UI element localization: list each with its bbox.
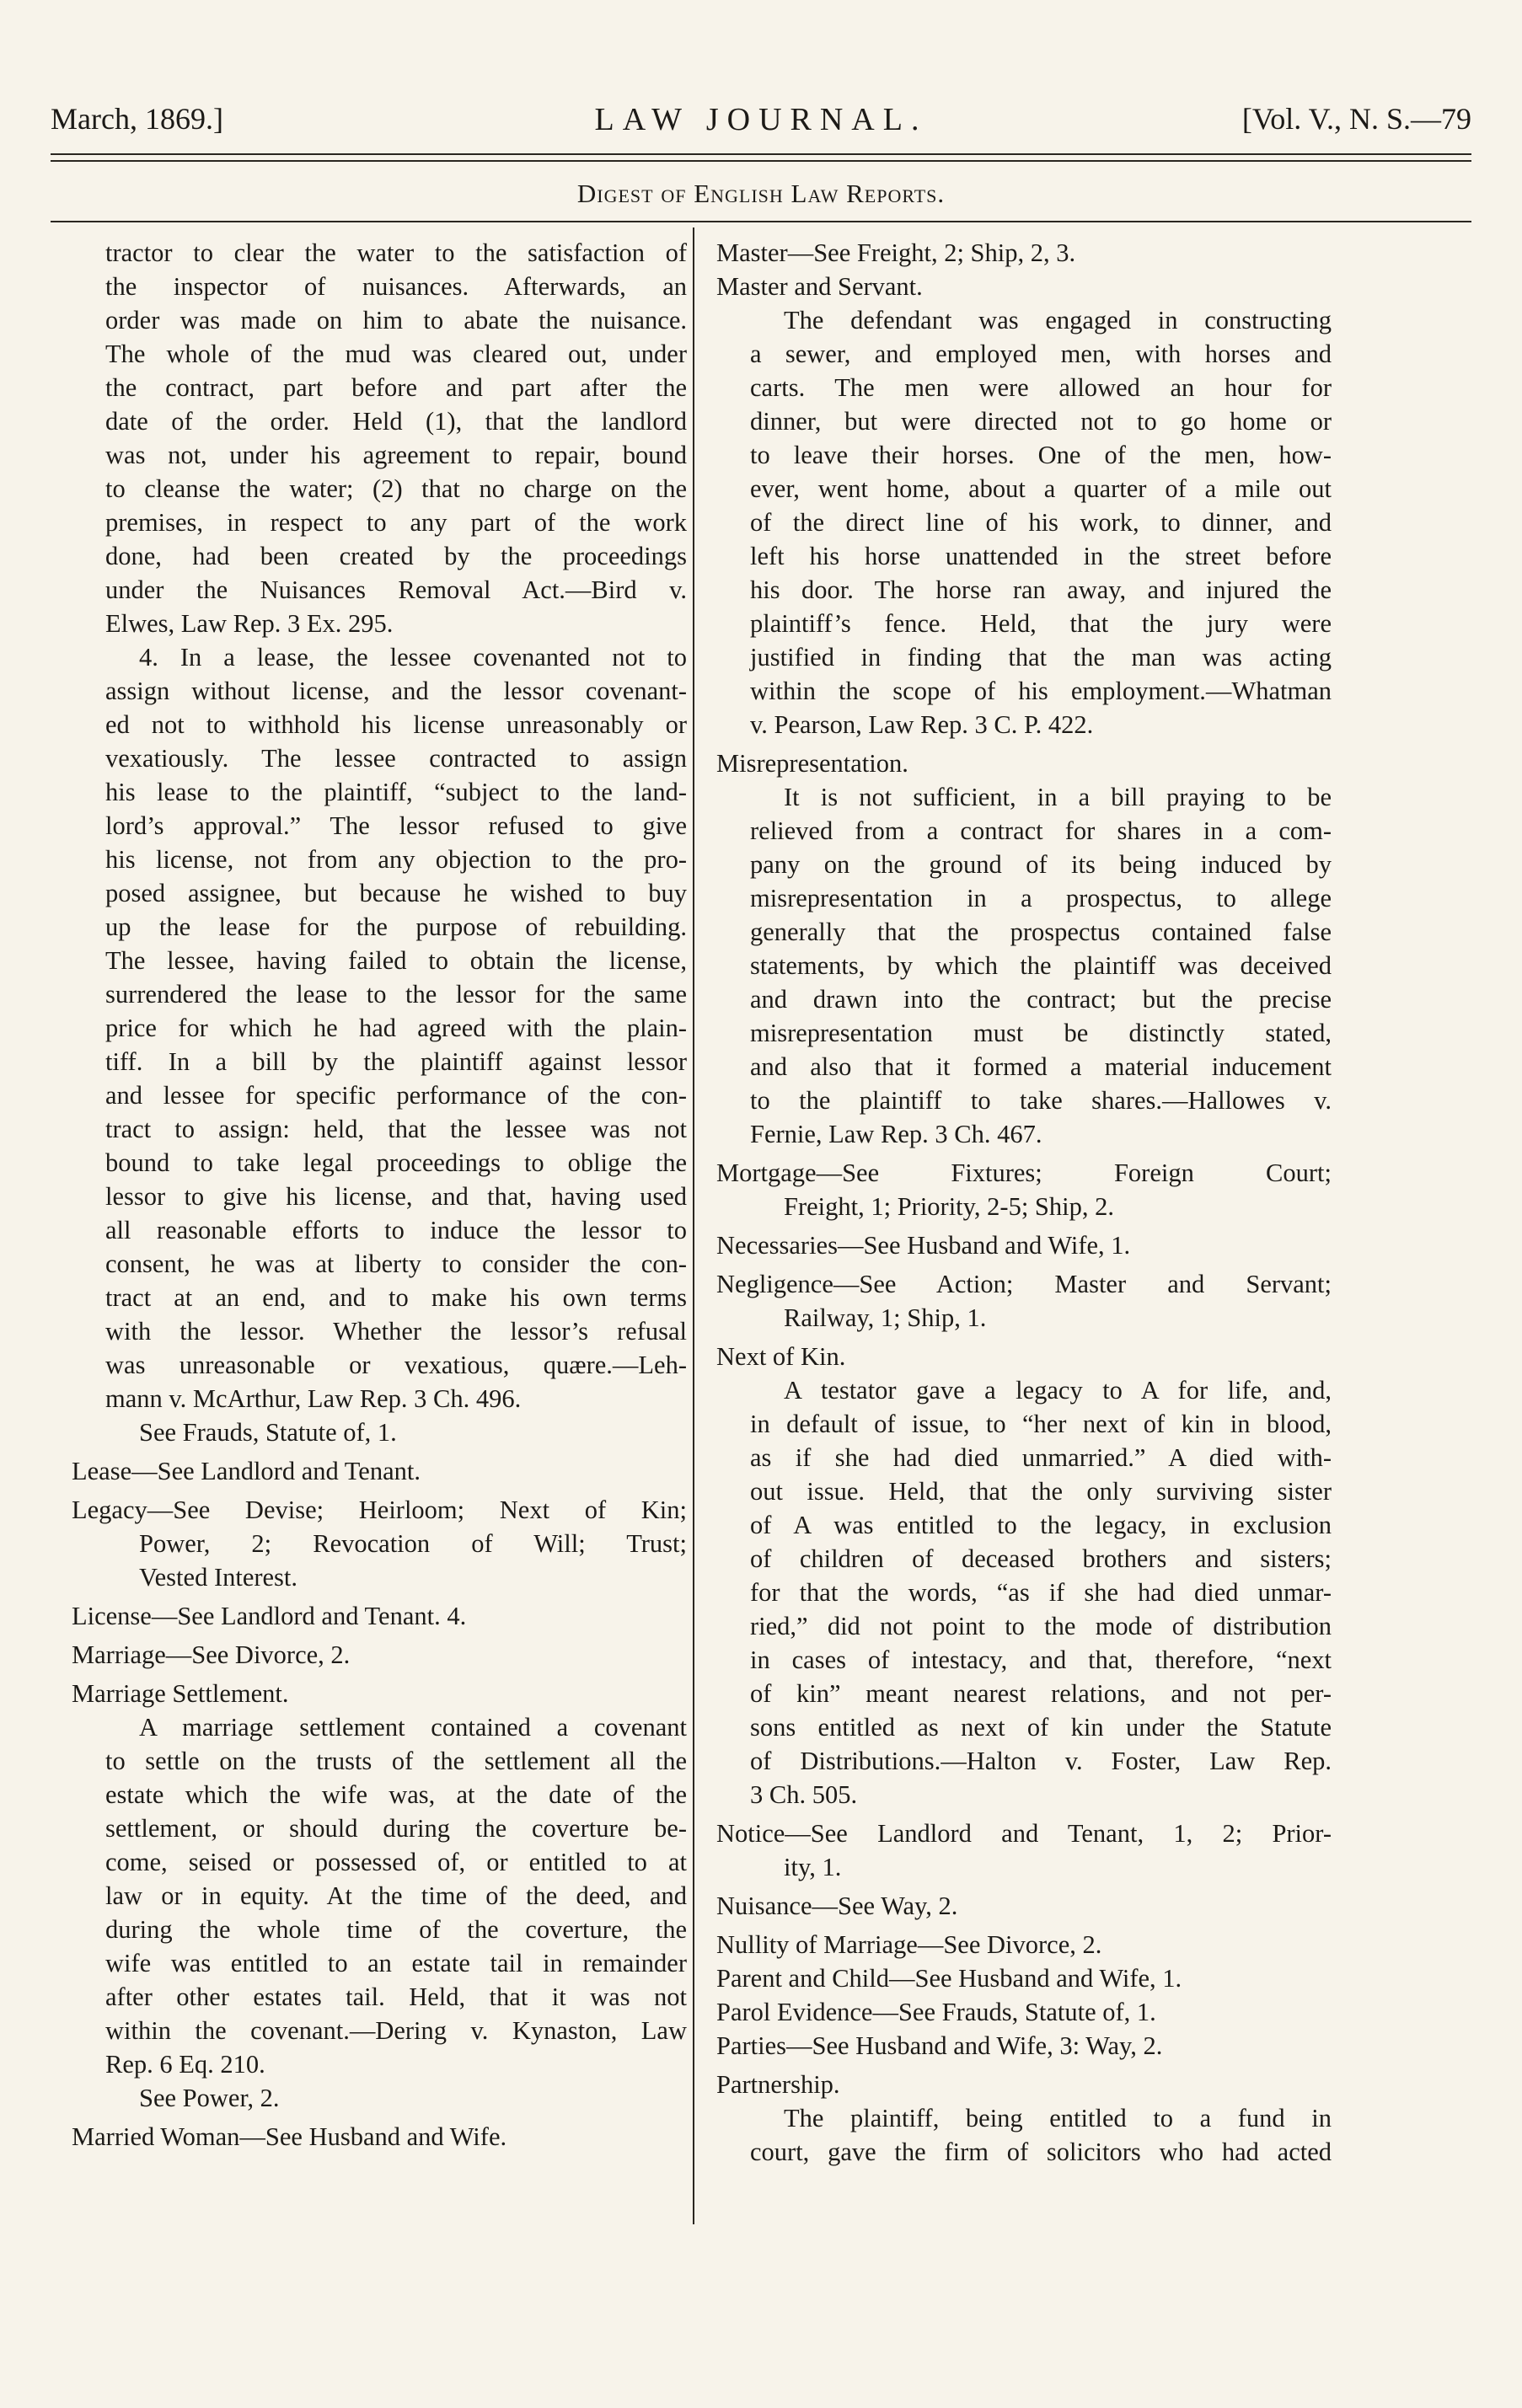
- text-line: his lease to the plaintiff, “subject to the land-: [105, 778, 687, 806]
- text-line: price for which he had agreed with the plain-: [105, 1014, 687, 1042]
- text-line: of A was entitled to the legacy, in exclusion: [750, 1511, 1332, 1539]
- text-line: wife was entitled to an estate tail in remainder: [105, 1949, 687, 1977]
- text-line: Railway, 1; Ship, 1.: [784, 1303, 987, 1332]
- text-line: premises, in respect to any part of the work: [105, 508, 687, 537]
- text-line: Parol Evidence—See Frauds, Statute of, 1.: [716, 1998, 1156, 2026]
- header-rule-top: [51, 153, 1471, 155]
- text-line: within the scope of his employment.—Whatman: [750, 677, 1332, 705]
- text-line: pany on the ground of its being induced by: [750, 850, 1332, 879]
- text-line: lord’s approval.” The lessor refused to give: [105, 811, 687, 840]
- journal-title: LAW JOURNAL.: [594, 102, 928, 137]
- text-line: The whole of the mud was cleared out, under: [105, 340, 687, 368]
- text-line: A testator gave a legacy to A for life, and,: [784, 1376, 1332, 1405]
- text-line: 3 Ch. 505.: [750, 1780, 858, 1809]
- text-line: See Frauds, Statute of, 1.: [139, 1418, 397, 1447]
- header-rule-bottom: [51, 160, 1471, 162]
- text-line: tractor to clear the water to the satisfaction of: [105, 238, 687, 267]
- text-line: Rep. 6 Eq. 210.: [105, 2050, 265, 2079]
- text-line: Parties—See Husband and Wife, 3: Way, 2.: [716, 2031, 1163, 2060]
- text-line: Marriage Settlement.: [72, 1679, 289, 1708]
- text-line: Freight, 1; Priority, 2-5; Ship, 2.: [784, 1192, 1114, 1221]
- text-line: come, seised or possessed of, or entitled to at: [105, 1848, 687, 1876]
- text-line: Legacy—See Devise; Heirloom; Next of Kin;: [72, 1496, 687, 1524]
- text-line: 4. In a lease, the lessee covenanted not to: [139, 643, 687, 672]
- section-rule: [51, 221, 1471, 222]
- text-line: relieved from a contract for shares in a com-: [750, 816, 1332, 845]
- text-line: Power, 2; Revocation of Will; Trust;: [139, 1529, 687, 1558]
- text-line: consent, he was at liberty to consider the con-: [105, 1249, 687, 1278]
- text-line: Elwes, Law Rep. 3 Ex. 295.: [105, 609, 394, 638]
- text-line: assign without license, and the lessor covenant-: [105, 677, 687, 705]
- text-line: after other estates tail. Held, that it was not: [105, 1983, 687, 2011]
- text-line: v. Pearson, Law Rep. 3 C. P. 422.: [750, 710, 1094, 739]
- text-line: done, had been created by the proceedings: [105, 542, 687, 570]
- text-line: It is not sufficient, in a bill praying to be: [784, 783, 1332, 811]
- text-line: under the Nuisances Removal Act.—Bird v.: [105, 575, 687, 604]
- text-line: up the lease for the purpose of rebuilding.: [105, 912, 687, 941]
- text-line: Married Woman—See Husband and Wife.: [72, 2122, 507, 2151]
- text-line: misrepresentation must be distinctly stated,: [750, 1019, 1332, 1047]
- issue-date: March, 1869.]: [51, 102, 223, 136]
- text-line: was not, under his agreement to repair, bound: [105, 441, 687, 469]
- right-column: [716, 236, 1332, 2169]
- text-line: Marriage—See Divorce, 2.: [72, 1640, 351, 1669]
- text-line: with the lessor. Whether the lessor’s refusal: [105, 1317, 687, 1346]
- text-line: The plaintiff, being entitled to a fund in: [784, 2104, 1332, 2132]
- text-line: tiff. In a bill by the plaintiff against lessor: [105, 1047, 687, 1076]
- text-line: Misrepresentation.: [716, 749, 908, 778]
- text-line: and drawn into the contract; but the precise: [750, 985, 1332, 1014]
- text-line: Parent and Child—See Husband and Wife, 1.: [716, 1964, 1182, 1993]
- text-line: during the whole time of the coverture, the: [105, 1915, 687, 1944]
- text-line: date of the order. Held (1), that the landlord: [105, 407, 687, 436]
- text-line: Nuisance—See Way, 2.: [716, 1892, 958, 1920]
- text-line: as if she had died unmarried.” A died with-: [750, 1443, 1332, 1472]
- text-line: bound to take legal proceedings to oblige the: [105, 1148, 687, 1177]
- text-line: was unreasonable or vexatious, quære.—Leh-: [105, 1351, 687, 1379]
- running-head: [51, 101, 1471, 143]
- text-line: Necessaries—See Husband and Wife, 1.: [716, 1231, 1131, 1260]
- text-line: Master and Servant.: [716, 272, 923, 301]
- text-line: the contract, part before and part after the: [105, 373, 687, 402]
- text-line: See Power, 2.: [139, 2084, 280, 2112]
- text-line: to leave their horses. One of the men, how-: [750, 441, 1332, 469]
- text-line: to cleanse the water; (2) that no charge on the: [105, 474, 687, 503]
- text-line: ever, went home, about a quarter of a mile out: [750, 474, 1332, 503]
- text-line: the inspector of nuisances. Afterwards, an: [105, 272, 687, 301]
- text-line: his license, not from any objection to the pro-: [105, 845, 687, 874]
- text-line: and lessee for specific performance of the con-: [105, 1081, 687, 1110]
- text-line: ried,” did not point to the mode of distribution: [750, 1612, 1332, 1640]
- text-line: his door. The horse ran away, and injured the: [750, 575, 1332, 604]
- text-line: posed assignee, but because he wished to buy: [105, 879, 687, 907]
- text-line: court, gave the firm of solicitors who had acted: [750, 2138, 1332, 2166]
- text-line: within the covenant.—Dering v. Kynaston, Law: [105, 2016, 687, 2045]
- text-line: mann v. McArthur, Law Rep. 3 Ch. 496.: [105, 1384, 522, 1413]
- text-line: ity, 1.: [784, 1853, 842, 1881]
- text-line: in default of issue, to “her next of kin in blood,: [750, 1410, 1332, 1438]
- section-title: Digest of English Law Reports.: [576, 179, 946, 208]
- text-line: Negligence—See Action; Master and Servant;: [716, 1270, 1332, 1298]
- text-line: tract at an end, and to make his own terms: [105, 1283, 687, 1312]
- text-line: Notice—See Landlord and Tenant, 1, 2; Prior-: [716, 1819, 1332, 1848]
- text-line: of children of deceased brothers and sisters;: [750, 1544, 1332, 1573]
- volume-page-number: [Vol. V., N. S.—79: [1241, 102, 1471, 136]
- text-line: Fernie, Law Rep. 3 Ch. 467.: [750, 1120, 1042, 1148]
- text-line: and also that it formed a material inducement: [750, 1052, 1332, 1081]
- left-column: [72, 236, 687, 2154]
- text-line: The defendant was engaged in constructing: [784, 306, 1332, 334]
- text-line: Lease—See Landlord and Tenant.: [72, 1457, 421, 1485]
- text-line: Partnership.: [716, 2070, 840, 2099]
- text-line: of Distributions.—Halton v. Foster, Law Rep.: [750, 1747, 1332, 1775]
- text-line: of the direct line of his work, to dinner, and: [750, 508, 1332, 537]
- text-line: to settle on the trusts of the settlement all the: [105, 1747, 687, 1775]
- text-line: The lessee, having failed to obtain the license,: [105, 946, 687, 975]
- text-line: sons entitled as next of kin under the Statute: [750, 1713, 1332, 1742]
- text-line: in cases of intestacy, and that, therefore, “next: [750, 1645, 1332, 1674]
- text-line: ed not to withhold his license unreasonably or: [105, 710, 687, 739]
- text-line: to the plaintiff to take shares.—Hallowes v.: [750, 1086, 1332, 1115]
- text-line: order was made on him to abate the nuisance.: [105, 306, 687, 334]
- text-line: settlement, or should during the coverture be-: [105, 1814, 687, 1843]
- text-line: vexatiously. The lessee contracted to assign: [105, 744, 687, 773]
- text-line: generally that the prospectus contained false: [750, 918, 1332, 946]
- column-divider: [693, 227, 694, 2224]
- text-line: dinner, but were directed not to go home or: [750, 407, 1332, 436]
- text-line: Mortgage—See Fixtures; Foreign Court;: [716, 1159, 1332, 1187]
- text-line: Master—See Freight, 2; Ship, 2, 3.: [716, 238, 1076, 267]
- text-line: misrepresentation in a prospectus, to allege: [750, 884, 1332, 912]
- text-line: Next of Kin.: [716, 1342, 846, 1371]
- text-line: statements, by which the plaintiff was deceived: [750, 951, 1332, 980]
- text-line: left his horse unattended in the street before: [750, 542, 1332, 570]
- text-line: estate which the wife was, at the date of the: [105, 1780, 687, 1809]
- text-line: all reasonable efforts to induce the lessor to: [105, 1216, 687, 1244]
- text-line: plaintiff’s fence. Held, that the jury were: [750, 609, 1332, 638]
- text-line: justified in finding that the man was acting: [750, 643, 1332, 672]
- text-line: tract to assign: held, that the lessee was not: [105, 1115, 687, 1143]
- text-line: surrendered the lease to the lessor for the same: [105, 980, 687, 1009]
- text-line: lessor to give his license, and that, having used: [105, 1182, 687, 1211]
- text-line: Nullity of Marriage—See Divorce, 2.: [716, 1930, 1102, 1959]
- text-line: carts. The men were allowed an hour for: [750, 373, 1332, 402]
- text-line: out issue. Held, that the only surviving sister: [750, 1477, 1332, 1506]
- text-line: law or in equity. At the time of the deed, and: [105, 1881, 687, 1910]
- text-line: of kin” meant nearest relations, and not per-: [750, 1679, 1332, 1708]
- text-line: for that the words, “as if she had died unmar-: [750, 1578, 1332, 1607]
- text-line: Vested Interest.: [139, 1563, 298, 1592]
- text-line: a sewer, and employed men, with horses and: [750, 340, 1332, 368]
- text-line: A marriage settlement contained a covenant: [139, 1713, 687, 1742]
- text-line: License—See Landlord and Tenant. 4.: [72, 1602, 467, 1630]
